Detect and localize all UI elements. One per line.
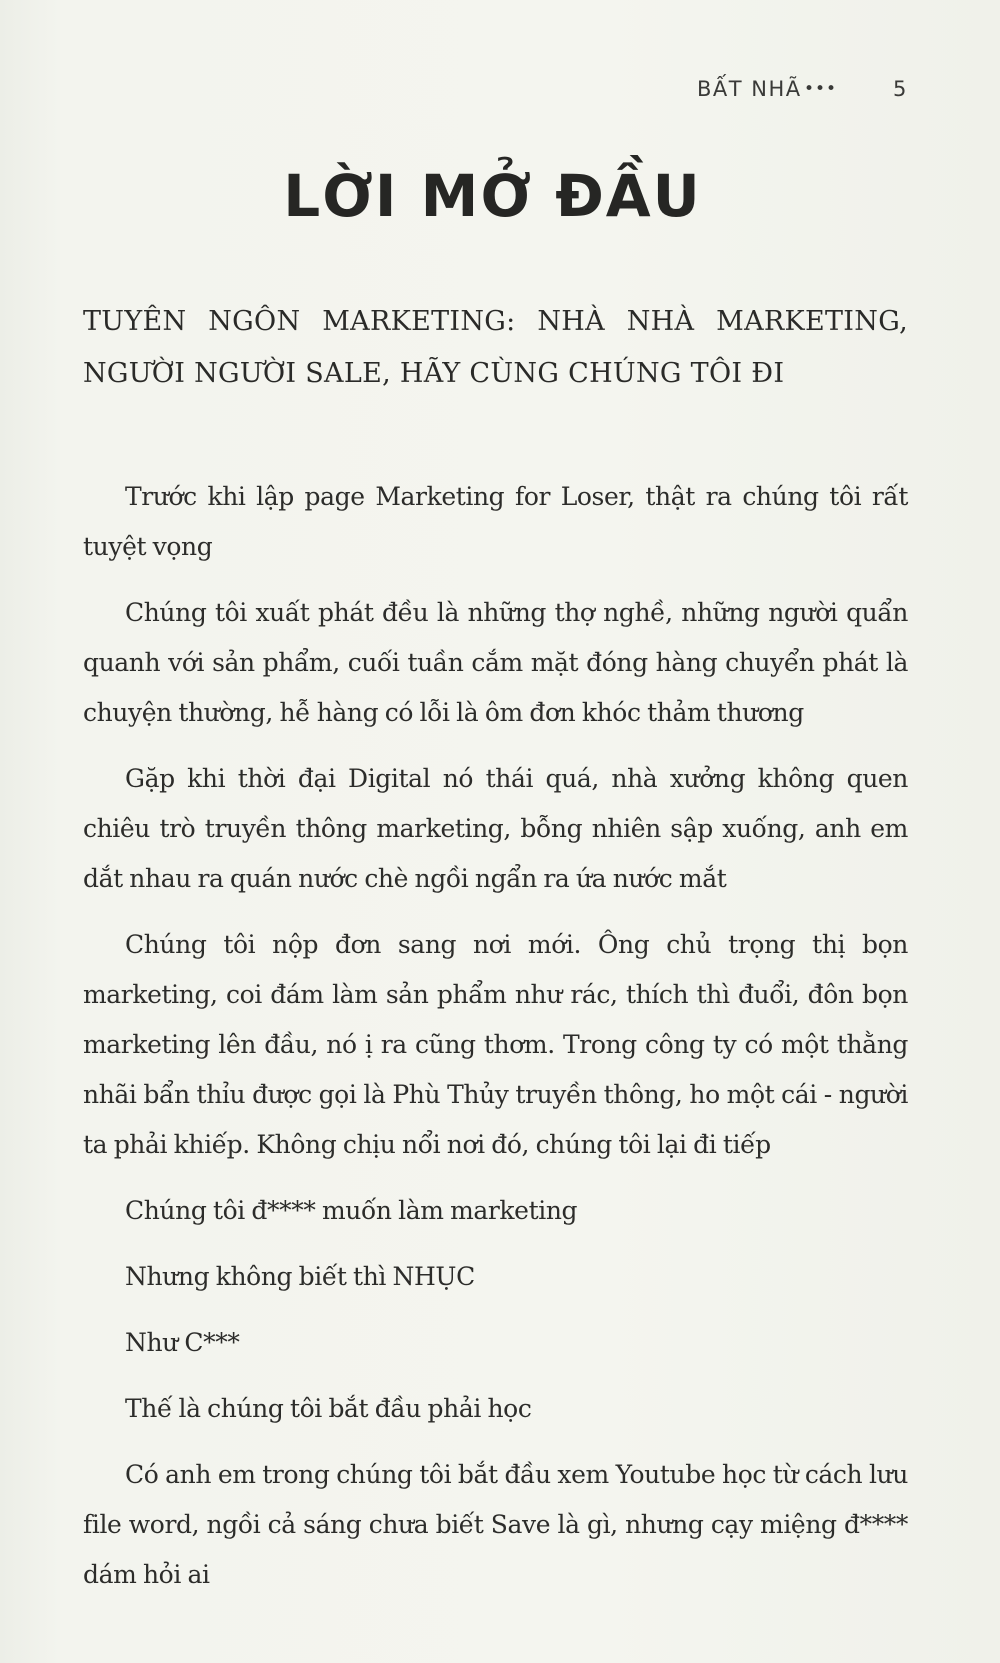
- section-heading: TUYÊN NGÔN MARKETING: NHÀ NHÀ MARKETING, NGƯỜI NGƯỜI SALE, HÃY CÙNG CHÚNG TÔI ĐI: [83, 306, 908, 389]
- header-separator: •••: [804, 79, 838, 99]
- paragraph-3: Gặp khi thời đại Digital nó thái quá, nhà xưởng không quen chiêu trò truyền thông marketing, bỗng nhiên sập xuống, anh em dắt nhau ra quán nước chè ngồi ngẩn ra ứa nước mắt: [83, 764, 908, 893]
- paragraph-6: Nhưng không biết thì NHỤC: [125, 1262, 475, 1291]
- paragraph-9: Có anh em trong chúng tôi bắt đầu xem Youtube học từ cách lưu file word, ngồi cả sáng chưa biết Save là gì, nhưng cạy miệng đ**** dám hỏi ai: [83, 1460, 908, 1589]
- paragraph-1: Trước khi lập page Marketing for Loser, thật ra chúng tôi rất tuyệt vọng: [83, 482, 908, 561]
- page-number: 5: [893, 77, 907, 101]
- paragraph-4: Chúng tôi nộp đơn sang nơi mới. Ông chủ trọng thị bọn marketing, coi đám làm sản phẩm như rác, thích thì đuổi, đôn bọn marketing lên đầu, nó ị ra cũng thơm. Trong công ty có một thằng nhãi bẩn thỉu được gọi là Phù Thủy truyền thông, ho một cái - người ta phải khiếp. Không chịu nổi nơi đó, chúng tôi lại đi tiếp: [83, 930, 908, 1159]
- chapter-title: LỜI MỞ ĐẦU: [283, 162, 702, 230]
- running-title: BẤT NHÃ: [697, 77, 802, 101]
- paragraph-7: Như C***: [125, 1328, 240, 1357]
- paragraph-8: Thế là chúng tôi bắt đầu phải học: [125, 1394, 532, 1423]
- paragraph-2: Chúng tôi xuất phát đều là những thợ nghề, những người quẩn quanh với sản phẩm, cuối tuần cắm mặt đóng hàng chuyển phát là chuyện thường, hễ hàng có lỗi là ôm đơn khóc thảm thương: [83, 598, 908, 727]
- body-text: [83, 472, 908, 1616]
- paragraph-5: Chúng tôi đ**** muốn làm marketing: [125, 1196, 578, 1225]
- running-header: [0, 72, 1000, 106]
